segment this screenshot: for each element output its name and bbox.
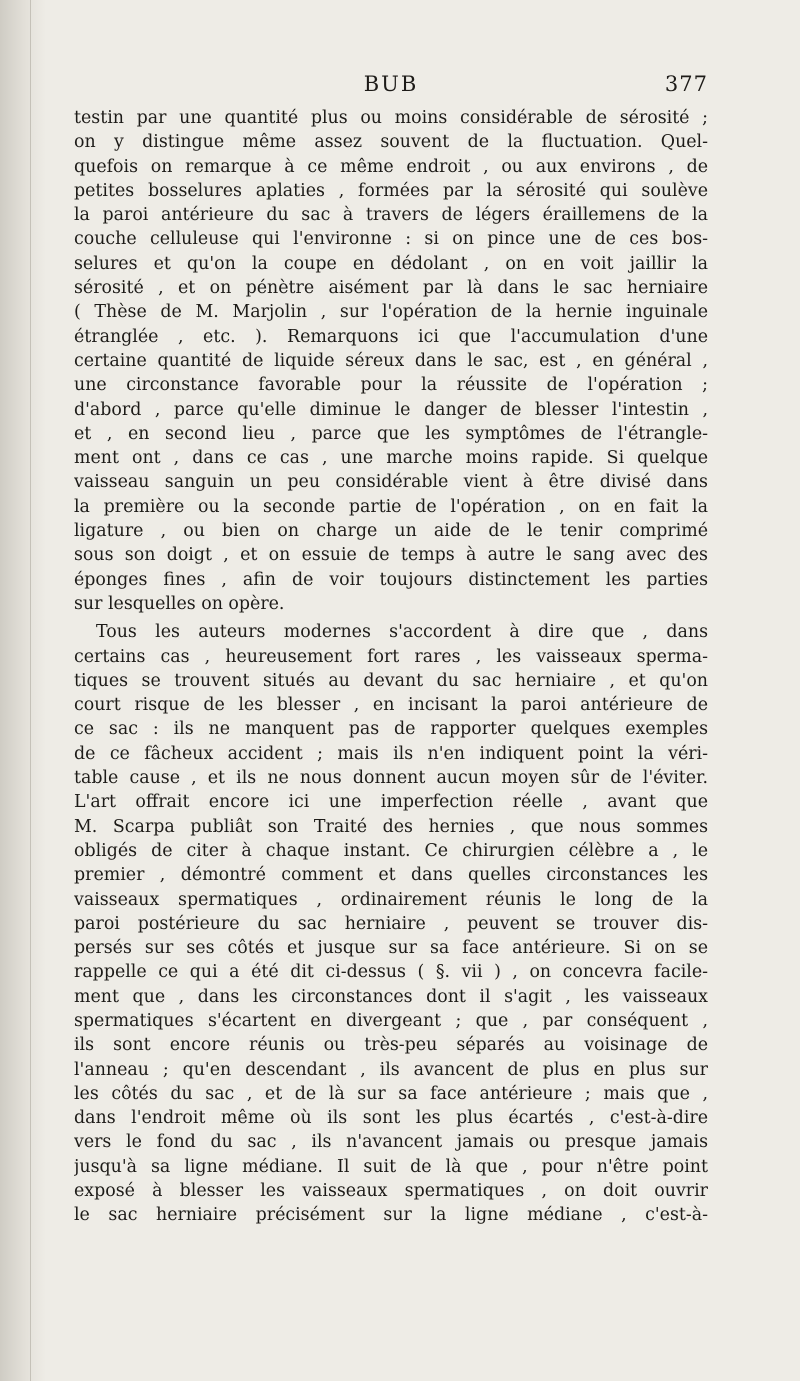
text-line: premier , démontré comment et dans quelles circonstances les xyxy=(74,865,708,886)
text-line: certains cas , heureusement fort rares , les vaisseaux sperma- xyxy=(74,646,708,667)
text-line: testin par une quantité plus ou moins considérable de sérosité ; xyxy=(74,108,708,128)
text-line: petites bosselures aplaties , formées par la sérosité qui soulève xyxy=(74,180,708,201)
text-line: ils sont encore réunis ou très-peu séparés au voisinage de xyxy=(74,1035,708,1056)
text-line: étranglée , etc. ). Remarquons ici que l'accumulation d'une xyxy=(74,326,708,347)
text-line: paroi postérieure du sac herniaire , peuvent se trouver dis- xyxy=(74,913,708,934)
text-line: vaisseau sanguin un peu considérable vient à être divisé dans xyxy=(74,472,708,493)
text-line: quefois on remarque à ce même endroit , ou aux environs , de xyxy=(74,156,708,177)
page-number: 377 xyxy=(664,72,708,96)
body-text xyxy=(74,106,708,1228)
text-line: jusqu'à sa ligne médiane. Il suit de là que , pour n'être point xyxy=(74,1156,708,1177)
text-line: sous son doigt , et on essuie de temps à autre le sang avec des xyxy=(74,545,708,566)
text-line: selures et qu'on la coupe en dédolant , on en voit jaillir la xyxy=(74,253,708,274)
text-line: tiques se trouvent situés au devant du sac herniaire , et qu'on xyxy=(74,670,708,691)
paragraph-1 xyxy=(74,106,708,616)
text-line: M. Scarpa publiât son Traité des hernies , que nous sommes xyxy=(74,816,708,837)
text-line: ment que , dans les circonstances dont il s'agit , les vaisseaux xyxy=(74,986,708,1007)
text-line: et , en second lieu , parce que les symptômes de l'étrangle- xyxy=(74,423,708,444)
text-line: la paroi antérieure du sac à travers de légers éraillemens de la xyxy=(74,205,708,226)
text-line: table cause , et ils ne nous donnent aucun moyen sûr de l'éviter. xyxy=(74,768,708,789)
text-line: le sac herniaire précisément sur la ligne médiane , c'est-à- xyxy=(74,1205,708,1226)
text-line: L'art offrait encore ici une imperfection réelle , avant que xyxy=(74,792,708,813)
text-line: une circonstance favorable pour la réussite de l'opération ; xyxy=(74,375,708,396)
text-line: ligature , ou bien on charge un aide de le tenir comprimé xyxy=(74,521,708,542)
text-line: éponges fines , afin de voir toujours distinctement les parties xyxy=(74,569,708,590)
text-line: on y distingue même assez souvent de la fluctuation. Quel- xyxy=(74,132,708,153)
text-line: ment ont , dans ce cas , une marche moins rapide. Si quelque xyxy=(74,448,708,469)
text-line: l'anneau ; qu'en descendant , ils avancent de plus en plus sur xyxy=(74,1059,708,1080)
text-line: ce sac : ils ne manquent pas de rapporter quelques exemples xyxy=(74,719,708,740)
text-line: vaisseaux spermatiques , ordinairement réunis le long de la xyxy=(74,889,708,910)
text-line: court risque de les blesser , en incisant la paroi antérieure de xyxy=(74,695,708,716)
text-line: exposé à blesser les vaisseaux spermatiques , on doit ouvrir xyxy=(74,1181,708,1202)
paragraph-2 xyxy=(74,620,708,1227)
text-line: persés sur ses côtés et jusque sur sa face antérieure. Si on se xyxy=(74,938,708,959)
gutter-line xyxy=(30,0,31,1381)
text-line: sérosité , et on pénètre aisément par là dans le sac herniaire xyxy=(74,278,708,299)
text-line: rappelle ce qui a été dit ci-dessus ( §. vii ) , on concevra facile- xyxy=(74,962,708,983)
text-line: la première ou la seconde partie de l'opération , on en fait la xyxy=(74,496,708,517)
page-gutter xyxy=(0,0,46,1381)
text-line: obligés de citer à chaque instant. Ce chirurgien célèbre a , le xyxy=(74,840,708,861)
text-line: certaine quantité de liquide séreux dans le sac, est , en général , xyxy=(74,350,708,371)
text-line: couche celluleuse qui l'environne : si on pince une de ces bos- xyxy=(74,229,708,250)
page-header xyxy=(74,72,708,102)
text-line: d'abord , parce qu'elle diminue le danger de blesser l'intestin , xyxy=(74,399,708,420)
text-line: les côtés du sac , et de là sur sa face antérieure ; mais que , xyxy=(74,1083,708,1104)
text-line: Tous les auteurs modernes s'accordent à dire que , dans xyxy=(96,622,708,643)
text-line: sur lesquelles on opère. xyxy=(74,593,285,614)
text-line: ( Thèse de M. Marjolin , sur l'opération de la hernie inguinale xyxy=(74,302,708,323)
text-line: spermatiques s'écartent en divergeant ; que , par conséquent , xyxy=(74,1010,708,1031)
text-line: dans l'endroit même où ils sont les plus écartés , c'est-à-dire xyxy=(74,1108,708,1129)
text-line: vers le fond du sac , ils n'avancent jamais ou presque jamais xyxy=(74,1132,708,1153)
text-line: de ce fâcheux accident ; mais ils n'en indiquent point la véri- xyxy=(74,743,708,764)
running-head: BUB xyxy=(363,72,419,96)
